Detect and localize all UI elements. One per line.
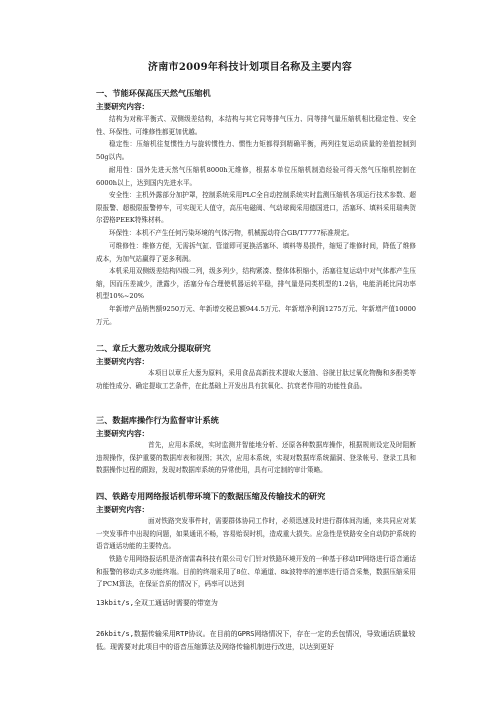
section-1-paragraph-7: 本机采用双侧级差结构四级二列，级多列少，结构紧凑、整体体积缩小，活塞往复运动中对气体都产生压缩，因而压差减少，泄露少，活塞分布合理使机器运转平稳，排气量是同类机型的1.2倍，电能消耗比同功率机型10%~20% <box>96 267 416 301</box>
section-heading-3: 三、数据库操作行为监督审计系统 <box>96 415 219 425</box>
section-1-paragraph-2: 稳定性：压缩机往复惯性力与旋转惯性力、惯性力矩都得到精确平衡，两列往复运动质量的差值控制到50g以内。 <box>96 140 416 161</box>
section-subheading-2: 主要研究内容： <box>96 357 150 366</box>
section-1-paragraph-5: 环保性：本机不产生任何污染环境的气体污物，机械振动符合GB/T7777标准规定。 <box>109 229 354 237</box>
section-2-paragraph-1: 本项目以章丘大葱为原料，采用食品高新技术提取大葱油、谷胱甘肽过氧化物酶和多酚类等功能性成分、确定提取工艺条件，在此基础上开发出具有抗氧化、抗衰老作用的功能性食品。 <box>96 369 416 390</box>
section-subheading-3: 主要研究内容： <box>96 429 150 438</box>
section-subheading-1: 主要研究内容： <box>96 102 150 111</box>
section-1-paragraph-6: 可维修性：维修方便，无需拆气缸、管道即可更换活塞环、填料等易损件，缩短了维修时间，降低了维修成本，为加气站赢得了更多利润。 <box>96 242 416 263</box>
section-3-paragraph-1: 首先，应用本系统，实时监测并智能地分析、还原各种数据库操作，根据规则设定及时阻断违规操作，保护重要的数据库表和视图；其次，应用本系统，实现对数据库系统漏洞、登录帐号、登录工具和数据操作过程的跟踪，发现对数据库系统的异常使用，具有可定制的审计策略。 <box>96 441 416 475</box>
section-4-mono-line-2: 26kbit/s,数据传输采用RTP协议。在目前的GPRS网络情况下，存在一定的丢包情况，导致通话质量较低。现需要对此项目中的语音压缩算法及网络传输机制进行改进，以达到更好 <box>96 630 416 651</box>
section-1-paragraph-1: 结构为对称平衡式、双侧级差结构，本结构与其它同等排气压力、同等排气量压缩机相比稳定性、安全性、环保性、可维修性都更加优越。 <box>96 115 416 136</box>
section-4-paragraph-2: 铁路专用网络报话机是济南雷森科技有限公司专门针对铁路环境开发的一种基于移动IP网络进行语音通话和报警的移动式多功能终端。目前的终端采用了8位、单通道、8k波特率的速率进行语音采集，数据压缩采用了PCM算法，在保证音质的情况下，码率可以达到 <box>96 555 416 589</box>
section-4-paragraph-1: 面对铁路突发事件时，需要群体协同工作时，必须迅速及时进行群体间沟通，来共同应对某一突发事件中出现的问题，如果通讯不畅，容易贻误时机，造成重大损失。应急性是铁路安全自动防护系统的语音通话功能的主要特点。 <box>96 517 416 551</box>
section-heading-2: 二、章丘大葱功效成分提取研究 <box>96 343 211 353</box>
section-1-paragraph-3: 耐用性：国外先进天然气压缩机8000h无维修，根据本单位压缩机制造经验可得天然气压缩机控制在6000h以上，达到国内先进水平。 <box>96 166 416 187</box>
page-title: 济南市2009年科技计划项目名称及主要内容 <box>147 62 353 73</box>
section-heading-4: 四、铁路专用网络报话机带环境下的数据压缩及传输技术的研究 <box>96 491 326 501</box>
section-subheading-4: 主要研究内容： <box>96 505 150 514</box>
section-heading-1: 一、节能环保高压天然气压缩机 <box>96 88 211 98</box>
section-1-paragraph-4: 安全性：主机外露部分加护罩，控制系统采用PLC全自动控制系统实时监测压缩机各项运行技术参数、超限报警、超极限报警停车，可实现无人值守，高压电磁阀、气动球阀采用德国进口，活塞环、填料采用瑞典贺尔碧格PEEK特殊材料。 <box>96 191 416 225</box>
section-1-paragraph-8: 年新增产品销售额9250万元、年新增交税总额944.5万元、年新增净利润1275万元、年新增产值10000万元。 <box>96 305 416 326</box>
section-4-mono-line-1: 13kbit/s,全双工通话时需要的带宽为 <box>96 599 218 607</box>
